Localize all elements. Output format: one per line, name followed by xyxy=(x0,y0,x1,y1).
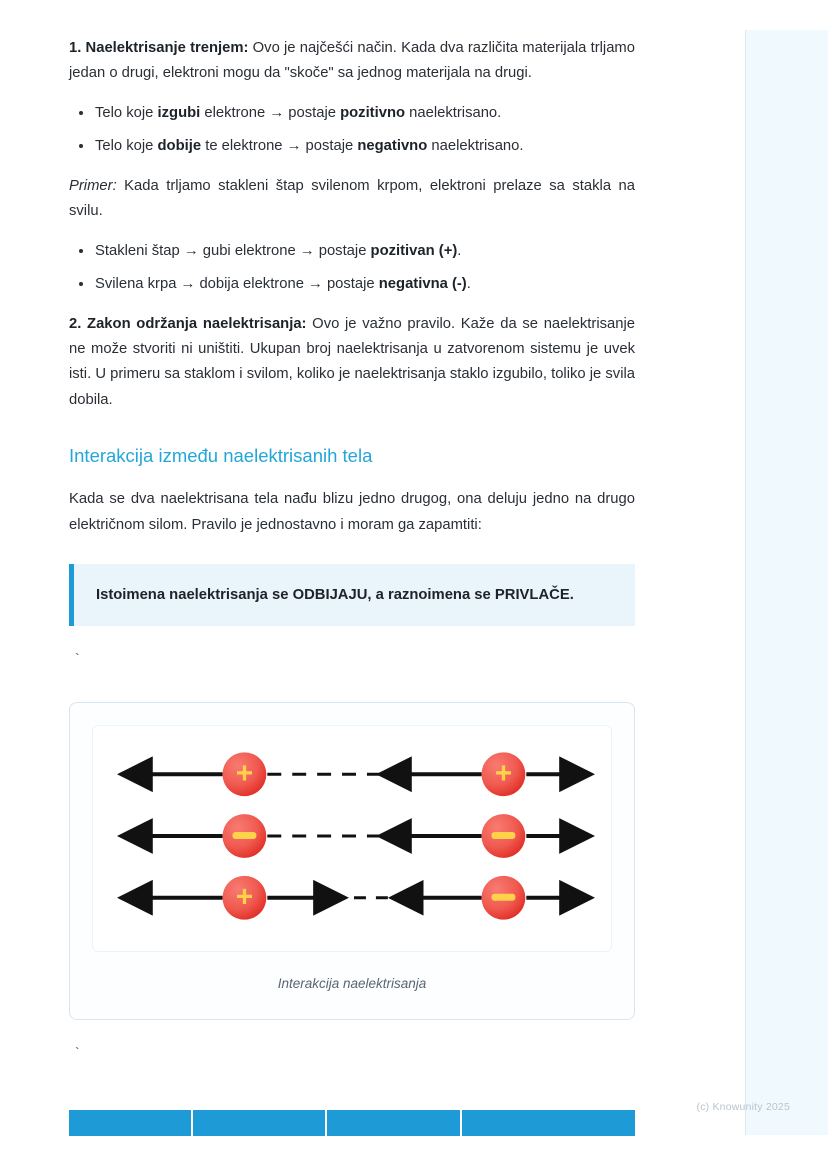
diagram-row-1 xyxy=(121,753,591,797)
paragraph-conservation-law xyxy=(69,312,635,414)
list-item-bold-1: izgubi xyxy=(157,104,201,121)
right-sidebar-rail xyxy=(745,30,828,1135)
svg-text:+: + xyxy=(494,757,513,791)
list-item xyxy=(95,239,635,264)
bottom-progress-bar xyxy=(69,1110,635,1136)
copyright-notice: (c) Knowunity 2025 xyxy=(696,1101,790,1113)
list-item-bold-1: dobije xyxy=(157,138,202,155)
page-title: Interakcija između naelektrisanih tela xyxy=(69,445,373,467)
list-item xyxy=(95,101,635,126)
paragraph-body-text: Ovo je najčešći način. Kada dva različita materijala trljamo jedan o drugi, elektroni mogu da "skoče" sa jednog materijala na drugi. xyxy=(69,40,635,82)
paragraph-body-text: Ovo je važno pravilo. Kaže da se naelektrisanje ne može stvoriti ni uništiti. Ukupan broj naelektrisanja u zatvorenom sistemu je uvek isti. U primeru sa staklom i svilom, koliko je naelektrisanja staklo izgubilo, toliko je svila dobila. xyxy=(69,315,636,408)
list-friction-outcomes xyxy=(69,101,635,160)
list-example-outcomes xyxy=(69,239,635,298)
figure-caption: Interakcija naelektrisanja xyxy=(277,976,427,992)
example-label: Primer: xyxy=(69,177,117,194)
list-item-text: Svilena krpa → dobija elektrone → postaje xyxy=(95,276,379,293)
list-item-text: Telo koje xyxy=(95,138,158,155)
figure-diagram xyxy=(92,725,612,952)
list-item-bold-1: negativna (-) xyxy=(378,276,467,293)
list-item-bold-2: negativno xyxy=(357,138,428,155)
callout-rule xyxy=(69,564,635,626)
paragraph-lead-label: 1. Naelektrisanje trenjem: xyxy=(69,40,249,56)
list-item-text: Stakleni štap → gubi elektrone → postaje xyxy=(95,242,371,259)
list-item-post: . xyxy=(457,242,462,259)
callout-part-1: Istoimena naelektrisanja se xyxy=(96,587,293,604)
svg-text:+: + xyxy=(235,757,254,791)
svg-text:+: + xyxy=(235,881,254,915)
list-item-mid: elektrone → postaje xyxy=(200,104,341,121)
bottom-bar-segment-4[interactable] xyxy=(462,1110,635,1136)
stray-backtick-2: ` xyxy=(73,1046,82,1063)
charge-interaction-svg xyxy=(93,736,611,936)
list-item-text: Telo koje xyxy=(95,104,158,121)
list-item-post: naelektrisano. xyxy=(427,138,524,155)
diagram-row-3 xyxy=(121,876,591,920)
diagram-row-2 xyxy=(121,814,591,858)
list-item-post: . xyxy=(466,276,471,293)
list-item-mid: te elektrone → postaje xyxy=(201,138,358,155)
document-content xyxy=(69,36,635,1062)
paragraph-lead-label: 2. Zakon održanja naelektrisanja: xyxy=(69,315,307,332)
list-item xyxy=(95,272,635,297)
stray-backtick-1: ` xyxy=(73,652,82,669)
callout-part-2: , a raznoimena se xyxy=(367,587,495,604)
paragraph-interaction-intro: Kada se dva naelektrisana tela nađu blizu jedno drugog, ona deluju jedno na drugo električnom silom. Pravilo je jednostavno i moram ga zapamtiti: xyxy=(69,491,635,533)
bottom-bar-segment-1[interactable] xyxy=(69,1110,191,1136)
paragraph-charging-by-friction xyxy=(69,36,635,87)
example-body-text: Kada trljamo stakleni štap svilenom krpom, elektroni prelaze sa stakla na svilu. xyxy=(69,177,635,220)
bottom-bar-segment-3[interactable] xyxy=(327,1110,460,1136)
callout-emphasis-attract: PRIVLAČE. xyxy=(494,587,574,604)
list-item-bold-1: pozitivan (+) xyxy=(370,242,458,259)
list-item xyxy=(95,134,635,159)
callout-emphasis-repel: ODBIJAJU xyxy=(292,587,368,604)
paragraph-example xyxy=(69,174,635,225)
figure-interaction-of-charges xyxy=(69,702,635,1020)
list-item-post: naelektrisano. xyxy=(405,104,502,121)
list-item-bold-2: pozitivno xyxy=(340,104,406,121)
callout-text xyxy=(96,582,613,608)
bottom-bar-segment-2[interactable] xyxy=(193,1110,326,1136)
